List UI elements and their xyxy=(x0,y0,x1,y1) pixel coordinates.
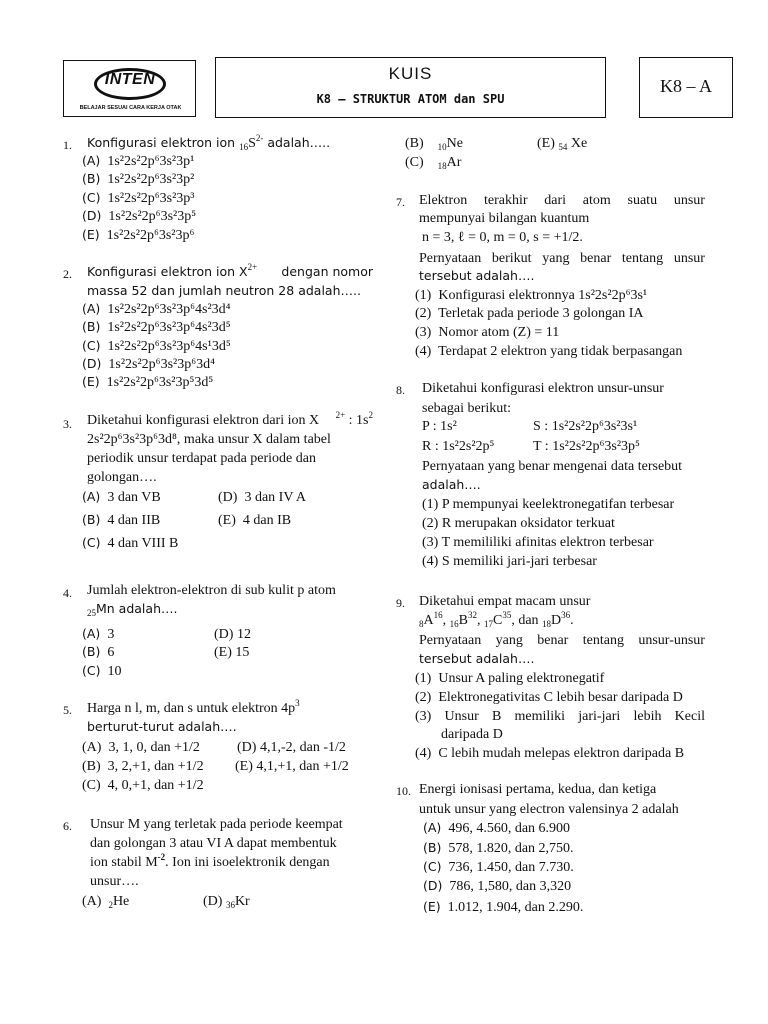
option-b[interactable]: (B) 1s²2s²2p⁶3s²3p² xyxy=(82,171,195,187)
option-c[interactable]: (C) 1s²2s²2p⁶3s²3p⁶4s¹3d⁵ xyxy=(82,338,231,354)
statement-3: (3) Unsur B memiliki jari-jari lebih Kecil xyxy=(415,709,705,724)
question-stem-line: sebagai berikut: xyxy=(422,401,512,416)
option-b[interactable]: (B) 1s²2s²2p⁶3s²3p⁶4s²3d⁵ xyxy=(82,319,231,335)
option-b[interactable]: (B) 3, 2,+1, dan +1/2 xyxy=(82,759,204,774)
question-stem-line: unsur…. xyxy=(90,874,139,889)
question-stem-line: ion stabil $M^{-2}$. Ion ini isoelektronik dengan xyxy=(90,852,330,870)
statement-2: (2) R merupakan oksidator terkuat xyxy=(422,516,615,531)
question-stem: Konfigurasi elektron ion $X^{2+}$ dengan nomor xyxy=(87,262,373,279)
quiz-code: K8 – A xyxy=(659,76,712,96)
question-stem-line: tersebut adalah…. xyxy=(419,651,535,666)
statement-1: (1) P mempunyai keelektronegatifan terbesar xyxy=(422,497,675,512)
option-a[interactable]: (A) 3 dan VB xyxy=(82,489,161,505)
title-box xyxy=(215,57,606,118)
question-stem-line: periodik unsur terdapat pada periode dan xyxy=(87,451,316,466)
statement-4: (4) Terdapat 2 elektron yang tidak berpasangan xyxy=(415,344,683,359)
option-e[interactable]: (E) 1s²2s²2p⁶3s²3p⁶ xyxy=(82,227,195,243)
option-d[interactable]: (D) 4,1,-2, dan -1/2 xyxy=(237,740,346,755)
option-b[interactable]: (B) $_{10}$Ne xyxy=(405,136,463,152)
question-stem-line: Pernyataan berikut yang benar tentang unsur xyxy=(419,251,705,266)
option-e[interactable]: (E) 4 dan IB xyxy=(218,513,292,528)
question-stem-line: Pernyataan yang benar mengenai data tersebut xyxy=(422,459,683,474)
question-number: 5. xyxy=(63,703,72,717)
question-stem-line: adalah…. xyxy=(422,477,481,492)
option-d[interactable]: (D) 1s²2s²2p⁶3s²3p⁵ xyxy=(82,208,197,224)
question-stem: Konfigurasi elektron ion $_{16}S^{2-}$ adalah….. xyxy=(87,133,331,152)
config-p: P : 1s² xyxy=(422,419,457,434)
question-number: 2. xyxy=(63,267,72,281)
question-stem: Diketahui konfigurasi elektron unsur-unsur xyxy=(422,381,664,396)
statement-4: (4) C lebih mudah melepas elektron daripada B xyxy=(415,746,685,761)
question-stem-line: Pernyataan yang benar tentang unsur-unsur xyxy=(419,633,705,648)
question-stem: Diketahui konfigurasi elektron dari ion X $^{2+}$ : $1s^2$ xyxy=(87,410,373,428)
statement-3-continued: daripada D xyxy=(441,727,503,742)
option-c[interactable]: (C) 1s²2s²2p⁶3s²3p³ xyxy=(82,190,195,206)
option-e[interactable]: (E) $_{54}$ Xe xyxy=(537,136,588,152)
statement-2: (2) Elektronegativitas C lebih besar daripada D xyxy=(415,690,683,705)
question-stem: Elektron terakhir dari atom suatu unsur xyxy=(419,193,705,208)
option-a[interactable]: (A) 3 xyxy=(82,626,115,642)
question-stem-line: untuk unsur yang electron valensinya 2 adalah xyxy=(419,802,679,817)
option-d[interactable]: (D) 3 dan IV A xyxy=(218,490,307,505)
statement-1: (1) Konfigurasi elektronnya 1s²2s²2p⁶3s¹ xyxy=(415,288,648,303)
quiz-title: KUIS xyxy=(388,64,433,83)
question-number: 6. xyxy=(63,819,72,833)
question-stem-line: golongan…. xyxy=(87,470,157,485)
question-stem-line: berturut-turut adalah…. xyxy=(87,719,237,734)
option-a[interactable]: (A) 1s²2s²2p⁶3s²3p¹ xyxy=(82,153,195,169)
question-stem-line: mempunyai bilangan kuantum xyxy=(419,211,590,226)
statement-2: (2) Terletak pada periode 3 golongan IA xyxy=(415,306,644,321)
code-box xyxy=(639,57,733,118)
option-a[interactable]: (A) $_2$He xyxy=(82,894,130,910)
quiz-subtitle: K8 – STRUKTUR ATOM dan SPU xyxy=(316,92,505,106)
option-c[interactable]: (C) 4, 0,+1, dan +1/2 xyxy=(82,778,204,793)
question-stem: Harga n l, m, dan s untuk elektron $4p^3$ xyxy=(87,698,300,716)
option-e[interactable]: (E) 15 xyxy=(214,645,250,660)
option-d[interactable]: (D) 1s²2s²2p⁶3s²3p⁶3d⁴ xyxy=(82,356,215,372)
option-c[interactable]: (C) $_{18}$Ar xyxy=(405,155,462,171)
statement-3: (3) T memililiki afinitas elektron terbesar xyxy=(422,535,654,550)
question-number: 10. xyxy=(396,784,411,798)
option-c[interactable]: (C) 4 dan VIII B xyxy=(82,535,179,551)
option-c[interactable]: (C) 736, 1.450, dan 7.730. xyxy=(423,859,574,875)
question-number: 1. xyxy=(63,138,72,152)
question-stem: Jumlah elektron-elektron di sub kulit p atom xyxy=(87,583,336,598)
option-d[interactable]: (D) $_{36}$Kr xyxy=(203,894,250,910)
question-stem-line: 2s²2p⁶3s²3p⁶3d⁸, maka unsur X dalam tabel xyxy=(87,432,331,447)
question-number: 7. xyxy=(396,195,405,209)
option-e[interactable]: (E) 1.012, 1.904, dan 2.290. xyxy=(423,899,584,915)
logo-box xyxy=(63,60,196,117)
option-b[interactable]: (B) 6 xyxy=(82,644,115,660)
option-a[interactable]: (A) 1s²2s²2p⁶3s²3p⁶4s²3d⁴ xyxy=(82,301,231,317)
statement-1: (1) Unsur A paling elektronegatif xyxy=(415,671,605,686)
question-number: 9. xyxy=(396,596,405,610)
option-b[interactable]: (B) 578, 1.820, dan 2,750. xyxy=(423,840,574,856)
question-number: 8. xyxy=(396,383,405,397)
question-stem-line: dan golongan 3 atau VI A dapat membentuk xyxy=(90,836,337,851)
question-stem: Energi ionisasi pertama, kedua, dan ketiga xyxy=(419,782,657,797)
question-stem: Diketahui empat macam unsur xyxy=(419,594,591,609)
question-number: 3. xyxy=(63,417,72,431)
element-list: $_8A^{16}$, $_{16}B^{32}$, $_{17}C^{35}$, dan $_{18}D^{36}$. xyxy=(419,610,574,629)
question-stem-line: tersebut adalah…. xyxy=(419,268,535,283)
config-t: T : 1s²2s²2p⁶3s²3p⁵ xyxy=(533,439,640,454)
config-s: S : 1s²2s²2p⁶3s²3s¹ xyxy=(533,419,638,434)
statement-3: (3) Nomor atom (Z) = 11 xyxy=(415,325,560,340)
config-r: R : 1s²2s²2p⁵ xyxy=(422,439,495,454)
option-a[interactable]: (A) 3, 1, 0, dan +1/2 xyxy=(82,740,200,755)
option-b[interactable]: (B) 4 dan IIB xyxy=(82,512,161,528)
statement-4: (4) S memiliki jari-jari terbesar xyxy=(422,554,597,569)
question-stem: Unsur M yang terletak pada periode keempat xyxy=(90,817,343,832)
quantum-numbers: n = 3, ℓ = 0, m = 0, s = +1/2. xyxy=(422,230,583,245)
option-d[interactable]: (D) 786, 1,580, dan 3,320 xyxy=(423,878,572,894)
logo-tagline: BELAJAR SESUAI CARA KERJA OTAK xyxy=(79,105,182,111)
option-a[interactable]: (A) 496, 4.560, dan 6.900 xyxy=(423,820,571,836)
question-stem-line: $_{25}$Mn adalah…. xyxy=(87,601,178,618)
option-c[interactable]: (C) 10 xyxy=(82,663,122,679)
option-d[interactable]: (D) 12 xyxy=(214,627,251,642)
question-number: 4. xyxy=(63,586,72,600)
question-stem-line: massa 52 dan jumlah neutron 28 adalah….. xyxy=(87,283,361,298)
option-e[interactable]: (E) 4,1,+1, dan +1/2 xyxy=(235,759,349,774)
logo-text: INTEN xyxy=(104,71,156,88)
option-e[interactable]: (E) 1s²2s²2p⁶3s²3p⁵3d⁵ xyxy=(82,374,214,390)
